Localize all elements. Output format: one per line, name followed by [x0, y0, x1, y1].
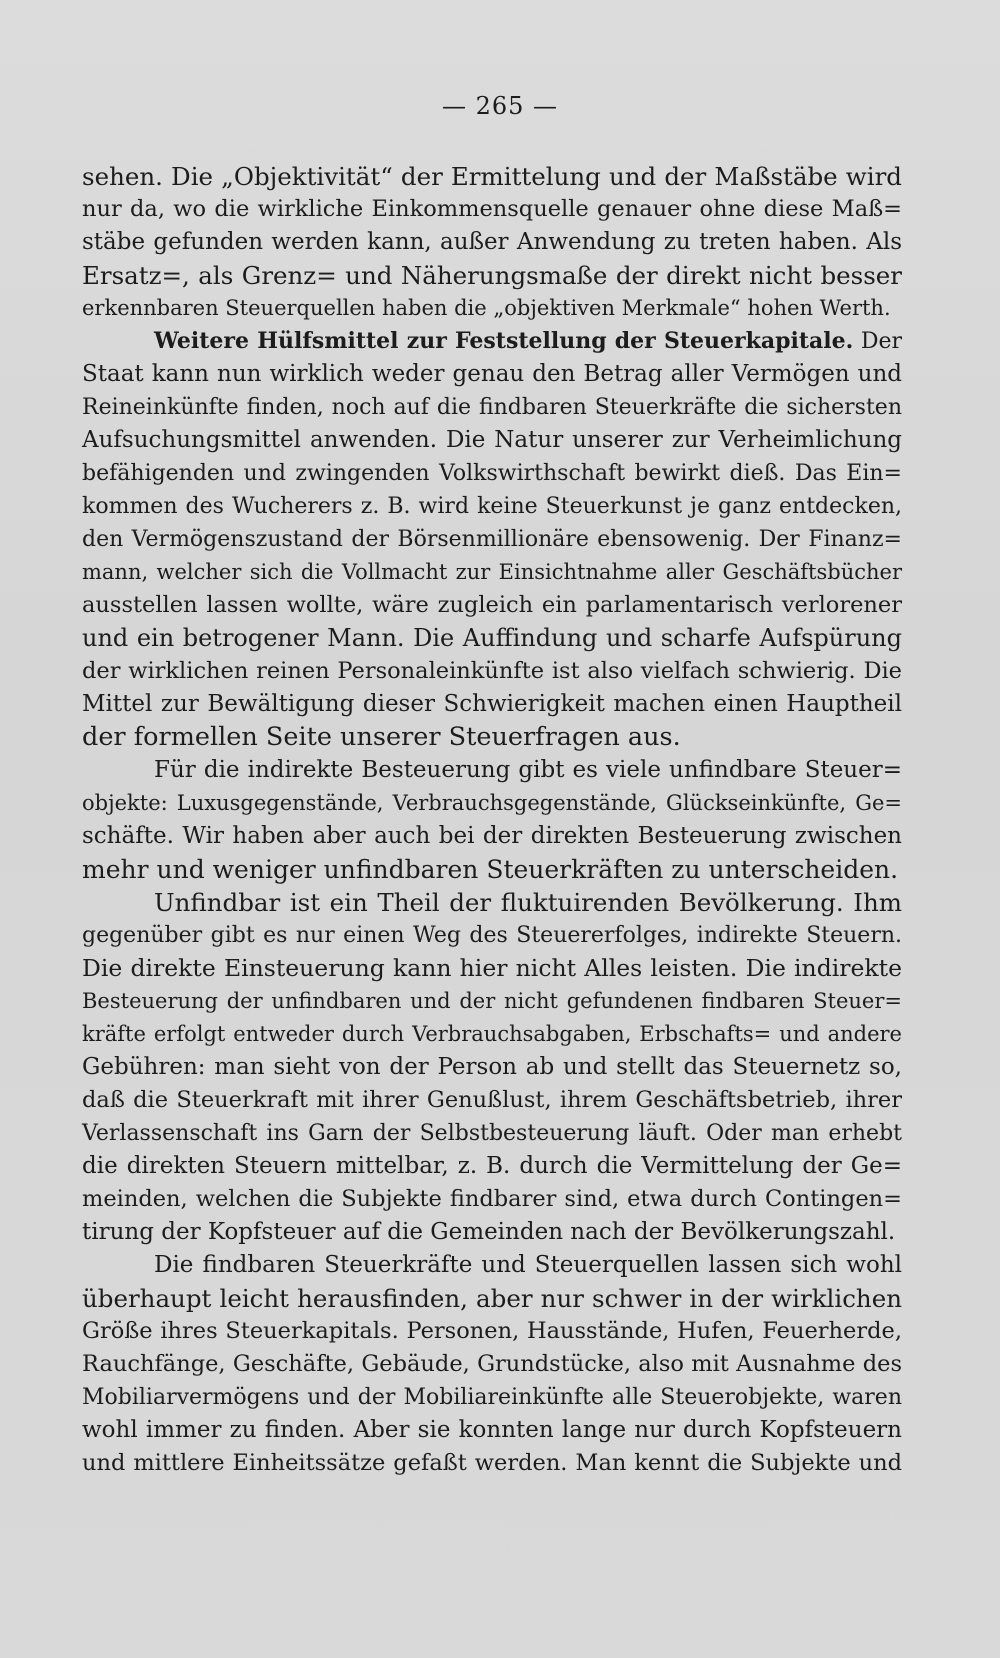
text-line	[82, 1216, 902, 1249]
text-line	[82, 1381, 902, 1414]
text-line	[82, 226, 902, 259]
text-line	[82, 1447, 902, 1480]
line-text: ausstellen lassen wollte, wäre zugleich ein parlamentarisch verlorener	[82, 592, 902, 618]
line-text: Verlassenschaft ins Garn der Selbstbesteuerung läuft. Oder man erhebt	[82, 1121, 902, 1146]
line-text: Staat kann nun wirklich weder genau den Betrag aller Vermögen und	[82, 361, 902, 387]
line-text: Für die indirekte Besteuerung gibt es viele unfindbare Steuer=	[154, 757, 902, 783]
text-line	[82, 523, 902, 556]
text-line	[82, 556, 902, 589]
line-text: erkennbaren Steuerquellen haben die „objektiven Merkmale“ hohen Werth.	[82, 296, 891, 320]
text-line	[82, 424, 902, 457]
text-line	[82, 1414, 902, 1447]
text-line	[82, 952, 902, 985]
line-text: Der	[853, 329, 902, 354]
text-line	[82, 688, 902, 721]
line-text: mann, welcher sich die Vollmacht zur Einsichtnahme aller Geschäftsbücher	[82, 560, 902, 584]
line-text: die direkten Steuern mittelbar, z. B. durch die Vermittelung der Ge=	[82, 1153, 902, 1179]
text-line	[82, 292, 902, 325]
text-line	[82, 1051, 902, 1084]
text-line	[82, 655, 902, 688]
line-text: Unfindbar ist ein Theil der fluktuirenden Bevölkerung. Ihm	[154, 888, 902, 917]
text-line	[82, 358, 902, 391]
line-text: daß die Steuerkraft mit ihrer Genußlust, ihrem Geschäftsbetrieb, ihrer	[82, 1087, 902, 1113]
line-text: Mobiliarvermögens und der Mobiliareinkünfte alle Steuerobjekte, waren	[82, 1385, 902, 1410]
text-line	[82, 1117, 902, 1150]
text-line	[82, 193, 902, 226]
line-text: mehr und weniger unfindbaren Steuerkräften zu unterscheiden.	[82, 855, 899, 884]
body-text	[82, 160, 902, 1480]
text-line	[82, 1348, 902, 1381]
text-line	[82, 259, 902, 292]
line-text: schäfte. Wir haben aber auch bei der direkten Besteuerung zwischen	[82, 823, 902, 849]
line-text: tirung der Kopfsteuer auf die Gemeinden nach der Bevölkerungszahl.	[82, 1219, 896, 1245]
line-text: und ein betrogener Mann. Die Auffindung und scharfe Aufspürung	[82, 624, 902, 652]
text-line	[82, 820, 902, 853]
text-line	[82, 1249, 902, 1282]
text-line	[82, 886, 902, 919]
text-line	[82, 853, 902, 886]
line-text: sehen. Die „Objektivität“ der Ermittelung und der Maßstäbe wird	[82, 162, 902, 191]
line-text: der wirklichen reinen Personaleinkünfte ist also vielfach schwierig. Die	[82, 658, 902, 684]
line-text: der formellen Seite unserer Steuerfragen aus.	[82, 722, 681, 752]
text-line	[82, 622, 902, 655]
text-line	[82, 1150, 902, 1183]
text-line	[82, 721, 902, 754]
line-text: und mittlere Einheitssätze gefaßt werden. Man kennt die Subjekte und	[82, 1450, 902, 1476]
page-number: — 265 —	[441, 92, 559, 120]
line-text: stäbe gefunden werden kann, außer Anwendung zu treten haben. Als	[82, 229, 902, 255]
line-text: nur da, wo die wirkliche Einkommensquelle genauer ohne diese Maß=	[82, 196, 902, 222]
line-text: meinden, welchen die Subjekte findbarer sind, etwa durch Contingen=	[82, 1186, 902, 1212]
text-line	[82, 490, 902, 523]
text-line	[82, 1282, 902, 1315]
line-text: kräfte erfolgt entweder durch Verbrauchsabgaben, Erbschafts= und andere	[82, 1022, 902, 1046]
line-text: Ersatz=, als Grenz= und Näherungsmaße der direkt nicht besser	[82, 261, 902, 290]
line-text: Aufsuchungsmittel anwenden. Die Natur unserer zur Verheimlichung	[82, 427, 902, 453]
line-text: Mittel zur Bewältigung dieser Schwierigkeit machen einen Hauptheil	[82, 691, 902, 717]
line-text: Reineinkünfte finden, noch auf die findbaren Steuerkräfte die sichersten	[82, 395, 902, 420]
line-text: Besteuerung der unfindbaren und der nicht gefundenen findbaren Steuer=	[82, 989, 902, 1013]
line-text: objekte: Luxusgegenstände, Verbrauchsgegenstände, Glückseinkünfte, Ge=	[82, 791, 902, 815]
line-text: den Vermögenszustand der Börsenmillionäre ebensowenig. Der Finanz=	[82, 527, 902, 552]
text-line	[82, 589, 902, 622]
text-line	[82, 457, 902, 490]
line-text: befähigenden und zwingenden Volkswirthschaft bewirkt dieß. Das Ein=	[82, 461, 902, 486]
section-heading: Weitere Hülfsmittel zur Feststellung der Steuerkapitale.	[154, 328, 854, 354]
line-text: Die direkte Einsteuerung kann hier nicht Alles leisten. Die indirekte	[82, 954, 902, 982]
text-line	[82, 325, 902, 358]
line-text: Gebühren: man sieht von der Person ab und stellt das Steuernetz so,	[82, 1054, 902, 1080]
line-text: wohl immer zu finden. Aber sie konnten lange nur durch Kopfsteuern	[82, 1417, 902, 1443]
line-text: Die findbaren Steuerkräfte und Steuerquellen lassen sich wohl	[154, 1252, 902, 1278]
text-line	[82, 1018, 902, 1051]
text-line	[82, 985, 902, 1018]
line-text: überhaupt leicht herausfinden, aber nur schwer in der wirklichen	[82, 1284, 902, 1313]
text-line	[82, 1084, 902, 1117]
text-line	[82, 919, 902, 952]
line-text: kommen des Wucherers z. B. wird keine Steuerkunst je ganz entdecken,	[82, 494, 902, 519]
text-line	[82, 754, 902, 787]
text-line	[82, 1315, 902, 1348]
line-text: Größe ihres Steuerkapitals. Personen, Hausstände, Hufen, Feuerherde,	[82, 1318, 902, 1344]
text-line	[82, 787, 902, 820]
text-line	[82, 391, 902, 424]
line-text: Rauchfänge, Geschäfte, Gebäude, Grundstücke, also mit Ausnahme des	[82, 1351, 902, 1377]
text-line	[82, 160, 902, 193]
line-text: gegenüber gibt es nur einen Weg des Steuererfolges, indirekte Steuern.	[82, 923, 902, 948]
text-line	[82, 1183, 902, 1216]
